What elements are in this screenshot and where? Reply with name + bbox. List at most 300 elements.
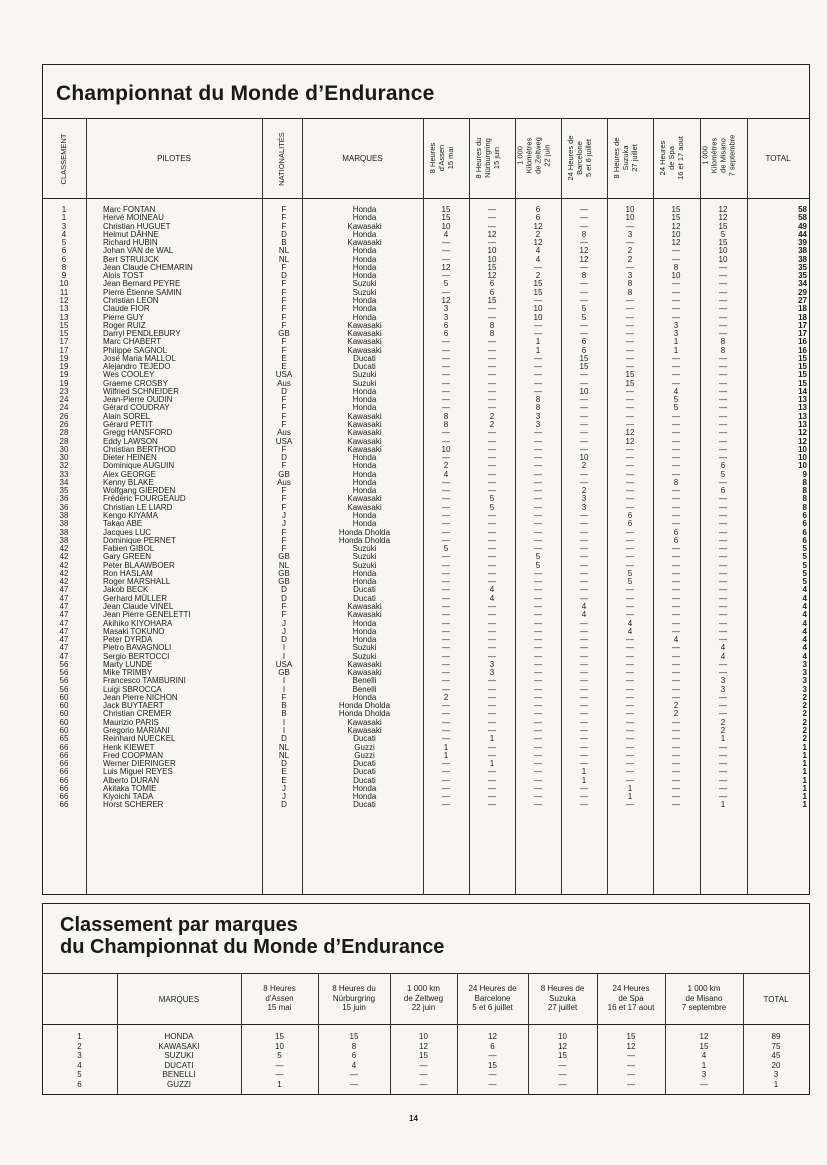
- race-result-cell: —: [488, 395, 496, 405]
- race-result-cell: 8: [673, 262, 679, 272]
- race-result-cell: —: [488, 577, 496, 587]
- rider-name-cell: José Maria MALLOL: [103, 353, 176, 363]
- race-result-cell: —: [534, 643, 542, 653]
- race-result-cell: —: [534, 477, 542, 487]
- race-result-cell: —: [442, 618, 450, 628]
- race-result-cell: —: [672, 585, 680, 595]
- race-result-cell: —: [626, 403, 634, 413]
- brand-cell: Kawasaki: [347, 494, 382, 504]
- race-result-cell: 5: [627, 577, 633, 587]
- race-result-cell: —: [672, 684, 680, 694]
- brand-race-result-cell: —: [558, 1060, 567, 1070]
- table-row: [42, 297, 810, 305]
- race-result-cell: —: [672, 626, 680, 636]
- race-result-cell: —: [580, 560, 588, 570]
- brand-cell: Honda: [352, 469, 377, 479]
- race-result-cell: 12: [625, 428, 635, 438]
- race-result-cell: 1: [535, 345, 541, 355]
- race-result-cell: —: [719, 320, 727, 330]
- nationality-cell: F: [281, 502, 287, 512]
- race-result-cell: —: [626, 386, 634, 396]
- rank-cell: 13: [59, 312, 69, 322]
- race-result-cell: —: [442, 626, 450, 636]
- rider-name-cell: Peter DYRDA: [103, 635, 153, 645]
- race-result-cell: —: [442, 585, 450, 595]
- nationality-cell: F: [281, 692, 287, 702]
- race-result-cell: 4: [535, 254, 541, 264]
- rank-cell: 38: [59, 535, 69, 545]
- race-result-cell: —: [580, 238, 588, 248]
- rider-name-cell: Dominique PERNET: [103, 535, 176, 545]
- race-result-cell: —: [719, 742, 727, 752]
- brand-total-cell: 1: [773, 1080, 779, 1089]
- race-result-cell: —: [626, 659, 634, 669]
- rank-cell: 56: [59, 668, 69, 678]
- brand-name-cell: DUCATI: [164, 1060, 194, 1070]
- race-result-cell: —: [488, 726, 496, 735]
- table-row: [42, 1080, 810, 1090]
- brand-cell: Suzuki: [352, 552, 377, 562]
- race-result-cell: —: [442, 378, 450, 388]
- rank-cell: 38: [59, 510, 69, 520]
- race-result-cell: —: [626, 709, 634, 719]
- race-result-cell: 6: [673, 527, 679, 537]
- total-cell: 15: [798, 362, 807, 372]
- brand-cell: Kawasaki: [347, 337, 382, 347]
- nationality-cell: D: [281, 593, 287, 603]
- rider-name-cell: Gerhard MÜLLER: [103, 593, 168, 603]
- race-result-cell: 1: [673, 345, 679, 355]
- total-cell: 1: [802, 750, 807, 760]
- race-result-cell: —: [488, 783, 496, 793]
- race-result-cell: 3: [489, 668, 495, 678]
- total-cell: 12: [798, 436, 807, 446]
- table-row: [42, 545, 810, 553]
- race-result-cell: 6: [627, 519, 633, 529]
- brand-race-result-cell: —: [627, 1070, 635, 1080]
- total-cell: 58: [798, 213, 807, 223]
- race-result-cell: —: [488, 469, 496, 479]
- total-cell: 13: [798, 403, 807, 413]
- rank-cell: 47: [59, 651, 69, 661]
- brand-cell: Honda: [352, 568, 377, 578]
- rank-cell: 42: [59, 544, 69, 554]
- rank-cell: 11: [59, 287, 69, 297]
- race-result-cell: 3: [720, 676, 726, 686]
- rank-cell: 42: [59, 568, 69, 578]
- race-result-cell: —: [626, 444, 634, 454]
- brand-race-result-cell: —: [700, 1080, 708, 1089]
- brand-rank-cell: 4: [77, 1060, 82, 1070]
- race-result-cell: —: [626, 221, 634, 231]
- brand-cell: Kawasaki: [347, 610, 382, 620]
- race-result-cell: 10: [579, 453, 589, 463]
- race-result-cell: 12: [671, 238, 681, 248]
- race-result-cell: —: [580, 378, 588, 388]
- race-result-cell: 3: [627, 229, 633, 239]
- total-cell: 4: [802, 626, 807, 636]
- brand-rank-cell: 6: [77, 1080, 82, 1089]
- race-result-cell: —: [442, 601, 450, 611]
- race-result-cell: —: [488, 552, 496, 562]
- brand-cell: Kawasaki: [347, 444, 382, 454]
- nationality-cell: F: [281, 221, 287, 231]
- race-result-cell: —: [534, 593, 542, 603]
- rank-cell: 4: [61, 229, 67, 239]
- race-result-cell: 4: [443, 469, 449, 479]
- rank-cell: 19: [59, 370, 69, 380]
- race-result-cell: 10: [441, 444, 451, 454]
- race-result-cell: —: [442, 767, 450, 777]
- total-cell: 1: [802, 775, 807, 785]
- brand-cell: Honda: [352, 783, 377, 793]
- rank-cell: 47: [59, 626, 69, 636]
- total-cell: 18: [798, 304, 807, 314]
- total-cell: 38: [798, 246, 807, 256]
- race-result-cell: —: [534, 626, 542, 636]
- brand-cell: Kawasaki: [347, 659, 382, 669]
- race-result-cell: —: [719, 312, 727, 322]
- race-result-cell: —: [534, 618, 542, 628]
- race-result-cell: 8: [627, 279, 633, 289]
- race-result-cell: —: [672, 618, 680, 628]
- nationality-cell: GB: [278, 329, 290, 339]
- race-result-cell: —: [719, 692, 727, 702]
- total-cell: 15: [798, 378, 807, 388]
- race-result-cell: 3: [581, 494, 587, 504]
- race-result-cell: —: [719, 262, 727, 272]
- race-result-cell: —: [442, 337, 450, 347]
- race-result-cell: —: [488, 205, 496, 214]
- brand-cell: Kawasaki: [347, 238, 382, 248]
- race-result-cell: —: [534, 535, 542, 545]
- race-result-cell: —: [442, 246, 450, 256]
- rider-name-cell: Reinhard NUECKEL: [103, 734, 176, 744]
- brand-cell: Honda Dholda: [338, 527, 391, 537]
- rider-name-cell: Hervé MOINEAU: [103, 213, 164, 223]
- rider-name-cell: Gérard COUDRAY: [103, 403, 170, 413]
- rank-cell: 66: [59, 800, 69, 810]
- total-cell: 2: [802, 726, 807, 735]
- total-cell: 2: [802, 717, 807, 727]
- race-result-cell: —: [672, 362, 680, 372]
- race-result-cell: —: [626, 684, 634, 694]
- rank-cell: 65: [59, 734, 69, 744]
- nationality-cell: NL: [278, 246, 290, 256]
- brand-cell: Kawasaki: [347, 601, 382, 611]
- race-result-cell: —: [442, 717, 450, 727]
- race-result-cell: 15: [718, 221, 728, 231]
- header-classement: CLASSEMENT: [59, 133, 68, 185]
- race-result-cell: —: [626, 486, 634, 496]
- rank-cell: 36: [59, 494, 69, 504]
- race-result-cell: —: [488, 544, 496, 554]
- race-result-cell: —: [534, 469, 542, 479]
- rank-cell: 13: [59, 304, 69, 314]
- race-result-cell: —: [488, 643, 496, 653]
- nationality-cell: NL: [278, 254, 290, 264]
- race-result-cell: —: [672, 668, 680, 678]
- nationality-cell: I: [282, 726, 286, 735]
- race-result-cell: —: [719, 635, 727, 645]
- race-result-cell: —: [534, 726, 542, 735]
- race-result-cell: —: [626, 262, 634, 272]
- rider-name-cell: Claude FIOR: [103, 304, 150, 314]
- rank-cell: 19: [59, 378, 69, 388]
- rank-cell: 26: [59, 420, 69, 430]
- race-result-cell: —: [580, 510, 588, 520]
- race-result-cell: —: [488, 403, 496, 413]
- race-result-cell: —: [534, 792, 542, 802]
- nationality-cell: NL: [278, 560, 290, 570]
- brand-race-result-cell: —: [350, 1080, 358, 1089]
- race-result-cell: —: [719, 477, 727, 487]
- rank-cell: 47: [59, 618, 69, 628]
- total-cell: 15: [798, 370, 807, 380]
- race-result-cell: —: [672, 734, 680, 744]
- race-result-cell: —: [488, 692, 496, 702]
- race-result-cell: 10: [533, 312, 543, 322]
- rider-name-cell: Gérard PETIT: [103, 420, 153, 430]
- race-result-cell: —: [534, 320, 542, 330]
- race-result-cell: —: [580, 213, 588, 223]
- race-result-cell: 5: [581, 312, 587, 322]
- race-result-cell: —: [580, 568, 588, 578]
- nationality-cell: F: [281, 279, 287, 289]
- rider-name-cell: Luis Miguel REYES: [103, 767, 173, 777]
- brands-header-race-3: 1 000 km de Zeltweg 22 juin: [403, 984, 444, 1012]
- race-result-cell: —: [626, 651, 634, 661]
- race-result-cell: 3: [443, 304, 449, 314]
- race-result-cell: 15: [579, 362, 589, 372]
- total-cell: 8: [802, 477, 807, 487]
- nationality-cell: E: [281, 767, 287, 777]
- brand-race-result-cell: 6: [351, 1051, 357, 1061]
- total-cell: 16: [798, 337, 807, 347]
- race-result-cell: —: [534, 370, 542, 380]
- race-result-cell: 6: [581, 345, 587, 355]
- brand-cell: Honda: [352, 205, 377, 214]
- race-result-cell: 12: [579, 254, 589, 264]
- race-result-cell: —: [672, 692, 680, 702]
- rank-cell: 47: [59, 585, 69, 595]
- race-result-cell: —: [534, 378, 542, 388]
- race-result-cell: —: [442, 494, 450, 504]
- race-result-cell: —: [719, 759, 727, 769]
- rider-name-cell: Kengo KIYAMA: [103, 510, 158, 520]
- brand-race-result-cell: 12: [699, 1032, 709, 1041]
- race-result-cell: —: [672, 502, 680, 512]
- race-result-cell: —: [534, 461, 542, 471]
- race-result-cell: 4: [720, 651, 726, 661]
- race-result-cell: —: [719, 353, 727, 363]
- race-result-cell: 1: [627, 783, 633, 793]
- race-result-cell: —: [488, 792, 496, 802]
- rider-name-cell: Jean-Pierre OUDIN: [103, 395, 173, 405]
- race-result-cell: —: [580, 436, 588, 446]
- rank-cell: 60: [59, 692, 69, 702]
- race-result-cell: —: [442, 643, 450, 653]
- race-result-cell: —: [488, 345, 496, 355]
- race-result-cell: —: [672, 742, 680, 752]
- brand-cell: Kawasaki: [347, 420, 382, 430]
- race-result-cell: —: [534, 709, 542, 719]
- brand-race-result-cell: —: [275, 1070, 284, 1080]
- race-result-cell: 10: [533, 304, 543, 314]
- race-result-cell: —: [488, 635, 496, 645]
- race-result-cell: 10: [579, 386, 589, 396]
- race-result-cell: —: [442, 659, 450, 669]
- race-result-cell: —: [442, 577, 450, 587]
- race-result-cell: 2: [489, 411, 495, 421]
- race-result-cell: —: [580, 469, 588, 479]
- race-result-cell: 3: [581, 502, 587, 512]
- race-result-cell: —: [534, 386, 542, 396]
- nationality-cell: F: [281, 527, 287, 537]
- race-result-cell: —: [719, 519, 727, 529]
- race-result-cell: —: [442, 403, 450, 413]
- total-cell: 13: [798, 420, 807, 430]
- brand-cell: Suzuki: [352, 279, 377, 289]
- rider-name-cell: Maurizio PARIS: [103, 717, 159, 727]
- race-result-cell: —: [488, 238, 496, 248]
- rider-name-cell: Kiyoichi TADA: [103, 792, 154, 802]
- brand-race-result-cell: 15: [699, 1041, 709, 1051]
- race-result-cell: —: [672, 428, 680, 438]
- total-cell: 1: [802, 742, 807, 752]
- race-result-cell: —: [626, 469, 634, 479]
- nationality-cell: D: [281, 635, 287, 645]
- rank-cell: 36: [59, 502, 69, 512]
- total-cell: 5: [802, 544, 807, 554]
- race-result-cell: —: [580, 444, 588, 454]
- race-result-cell: —: [672, 717, 680, 727]
- rank-cell: 38: [59, 527, 69, 537]
- race-result-cell: —: [719, 370, 727, 380]
- race-result-cell: 12: [625, 436, 635, 446]
- page-number: 14: [409, 1114, 418, 1123]
- brand-total-cell: 3: [773, 1070, 779, 1080]
- race-result-cell: 12: [533, 238, 543, 248]
- race-result-cell: 1: [720, 734, 726, 744]
- rider-name-cell: Masaki TOKUNO: [103, 626, 165, 636]
- race-result-cell: 4: [673, 635, 679, 645]
- race-result-cell: —: [719, 568, 727, 578]
- race-result-cell: 15: [625, 370, 635, 380]
- race-result-cell: —: [488, 527, 496, 537]
- race-result-cell: —: [442, 370, 450, 380]
- header-marques: MARQUES: [342, 154, 383, 163]
- race-result-cell: —: [580, 701, 588, 711]
- race-result-cell: 12: [671, 221, 681, 231]
- rider-name-cell: Akitaka TOMIE: [103, 783, 157, 793]
- race-result-cell: —: [626, 453, 634, 463]
- rider-name-cell: Alejandro TEJEDO: [103, 362, 171, 372]
- brand-cell: Kawasaki: [347, 320, 382, 330]
- race-result-cell: —: [488, 353, 496, 363]
- race-result-cell: 2: [720, 726, 726, 735]
- race-result-cell: 8: [673, 477, 679, 487]
- race-result-cell: —: [719, 560, 727, 570]
- race-result-cell: 2: [535, 271, 541, 281]
- nationality-cell: F: [281, 337, 287, 347]
- brand-cell: Kawasaki: [347, 411, 382, 421]
- table-row: [42, 653, 810, 661]
- rider-name-cell: Pierre Étienne SAMIN: [103, 287, 182, 297]
- race-result-cell: —: [580, 329, 588, 339]
- race-result-cell: 8: [581, 229, 587, 239]
- nationality-cell: E: [281, 362, 287, 372]
- race-result-cell: —: [534, 585, 542, 595]
- brand-total-cell: 75: [771, 1041, 781, 1051]
- race-result-cell: —: [719, 362, 727, 372]
- race-result-cell: 8: [720, 337, 726, 347]
- race-result-cell: 1: [581, 775, 587, 785]
- race-result-cell: —: [488, 378, 496, 388]
- race-result-cell: —: [580, 370, 588, 380]
- total-cell: 5: [802, 552, 807, 562]
- rider-name-cell: Frédéric FOURGEAUD: [103, 494, 186, 504]
- race-result-cell: —: [534, 362, 542, 372]
- rank-cell: 56: [59, 676, 69, 686]
- race-result-cell: —: [534, 610, 542, 620]
- rider-name-cell: Eddy LAWSON: [103, 436, 158, 446]
- race-result-cell: —: [442, 527, 450, 537]
- race-result-cell: —: [719, 659, 727, 669]
- total-cell: 2: [802, 709, 807, 719]
- rider-name-cell: Richard HUBIN: [103, 238, 158, 248]
- race-result-cell: —: [442, 668, 450, 678]
- race-result-cell: —: [626, 527, 634, 537]
- table-row: [42, 520, 810, 528]
- header-race-6: 24 Heures de Spa 16 et 17 aout: [658, 136, 685, 180]
- brand-name-cell: HONDA: [164, 1032, 194, 1041]
- brand-cell: Ducati: [353, 800, 376, 810]
- brands-title-divider: [42, 973, 810, 974]
- race-result-cell: —: [719, 271, 727, 281]
- race-result-cell: —: [442, 593, 450, 603]
- race-result-cell: 4: [443, 229, 449, 239]
- rank-cell: 24: [59, 403, 69, 413]
- nationality-cell: F: [281, 544, 287, 554]
- race-result-cell: —: [442, 610, 450, 620]
- race-result-cell: 4: [581, 610, 587, 620]
- rider-name-cell: Christian LEON: [103, 295, 159, 305]
- header-nationalites: NATIONALITÉS: [277, 132, 286, 186]
- brand-cell: Honda: [352, 403, 377, 413]
- rank-cell: 47: [59, 635, 69, 645]
- brand-cell: Honda: [352, 635, 377, 645]
- race-result-cell: —: [626, 750, 634, 760]
- race-result-cell: —: [488, 386, 496, 396]
- rank-cell: 30: [59, 453, 69, 463]
- rider-name-cell: Christian BERTHOD: [103, 444, 176, 454]
- brand-race-result-cell: 4: [701, 1051, 707, 1061]
- race-result-cell: 4: [720, 643, 726, 653]
- race-result-cell: —: [626, 535, 634, 545]
- race-result-cell: —: [626, 238, 634, 248]
- race-result-cell: 1: [443, 742, 449, 752]
- race-result-cell: —: [534, 502, 542, 512]
- race-result-cell: 2: [627, 254, 633, 264]
- rank-cell: 60: [59, 709, 69, 719]
- total-cell: 16: [798, 345, 807, 355]
- rider-name-cell: Wilfried SCHNEIDER: [103, 386, 180, 396]
- race-result-cell: —: [626, 395, 634, 405]
- race-result-cell: —: [442, 676, 450, 686]
- race-result-cell: 15: [441, 213, 451, 223]
- rank-cell: 26: [59, 411, 69, 421]
